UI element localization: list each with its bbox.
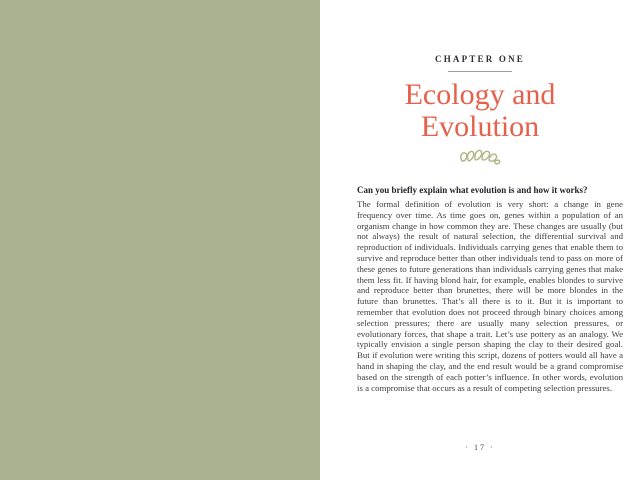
leaf-sprig-ornament-icon [320, 147, 640, 172]
chapter-title [320, 79, 640, 143]
chapter-title-line2: Evolution [420, 110, 540, 143]
chapter-rule-divider [448, 71, 512, 72]
chapter-label: CHAPTER ONE [435, 54, 525, 64]
right-page [320, 0, 640, 480]
chapter-title-line1: Ecology and [404, 78, 556, 111]
body-paragraph: The formal definition of evolution is very short: a change in gene frequency over time. As time goes on, genes within a population of an organism change in how common they are. These changes are usually (but not always) the result of natural selection, the differential survival and reproduction of individuals. Individuals carrying genes that enable them to survive and reproduce better than other individuals tend to pass on more of these genes to future generations than individuals carrying genes that make them less fit. If having blond hair, for example, enables blondes to survive and reproduce better than brunettes, there will be more blondes in the future than brunettes. That’s all there is to it. But it is important to remember that evolution does not proceed through binary choices among selection pressures; there are usually many selection pressures, or evolutionary forces, that shape a trait. Let’s use pottery as an analogy. We typically envision a single person shaping the clay to their desired goal. But if evolution were writing this script, dozens of potters would all have a hand in shaping the clay, and the end result would be a grand compromise based on the strength of each potter’s influence. In other words, evolution is a compromise that occurs as a result of competing selection pressures. [357, 199, 623, 393]
page-number: · 17 · [465, 443, 495, 452]
question-heading: Can you briefly explain what evolution is and how it works? [357, 185, 588, 195]
